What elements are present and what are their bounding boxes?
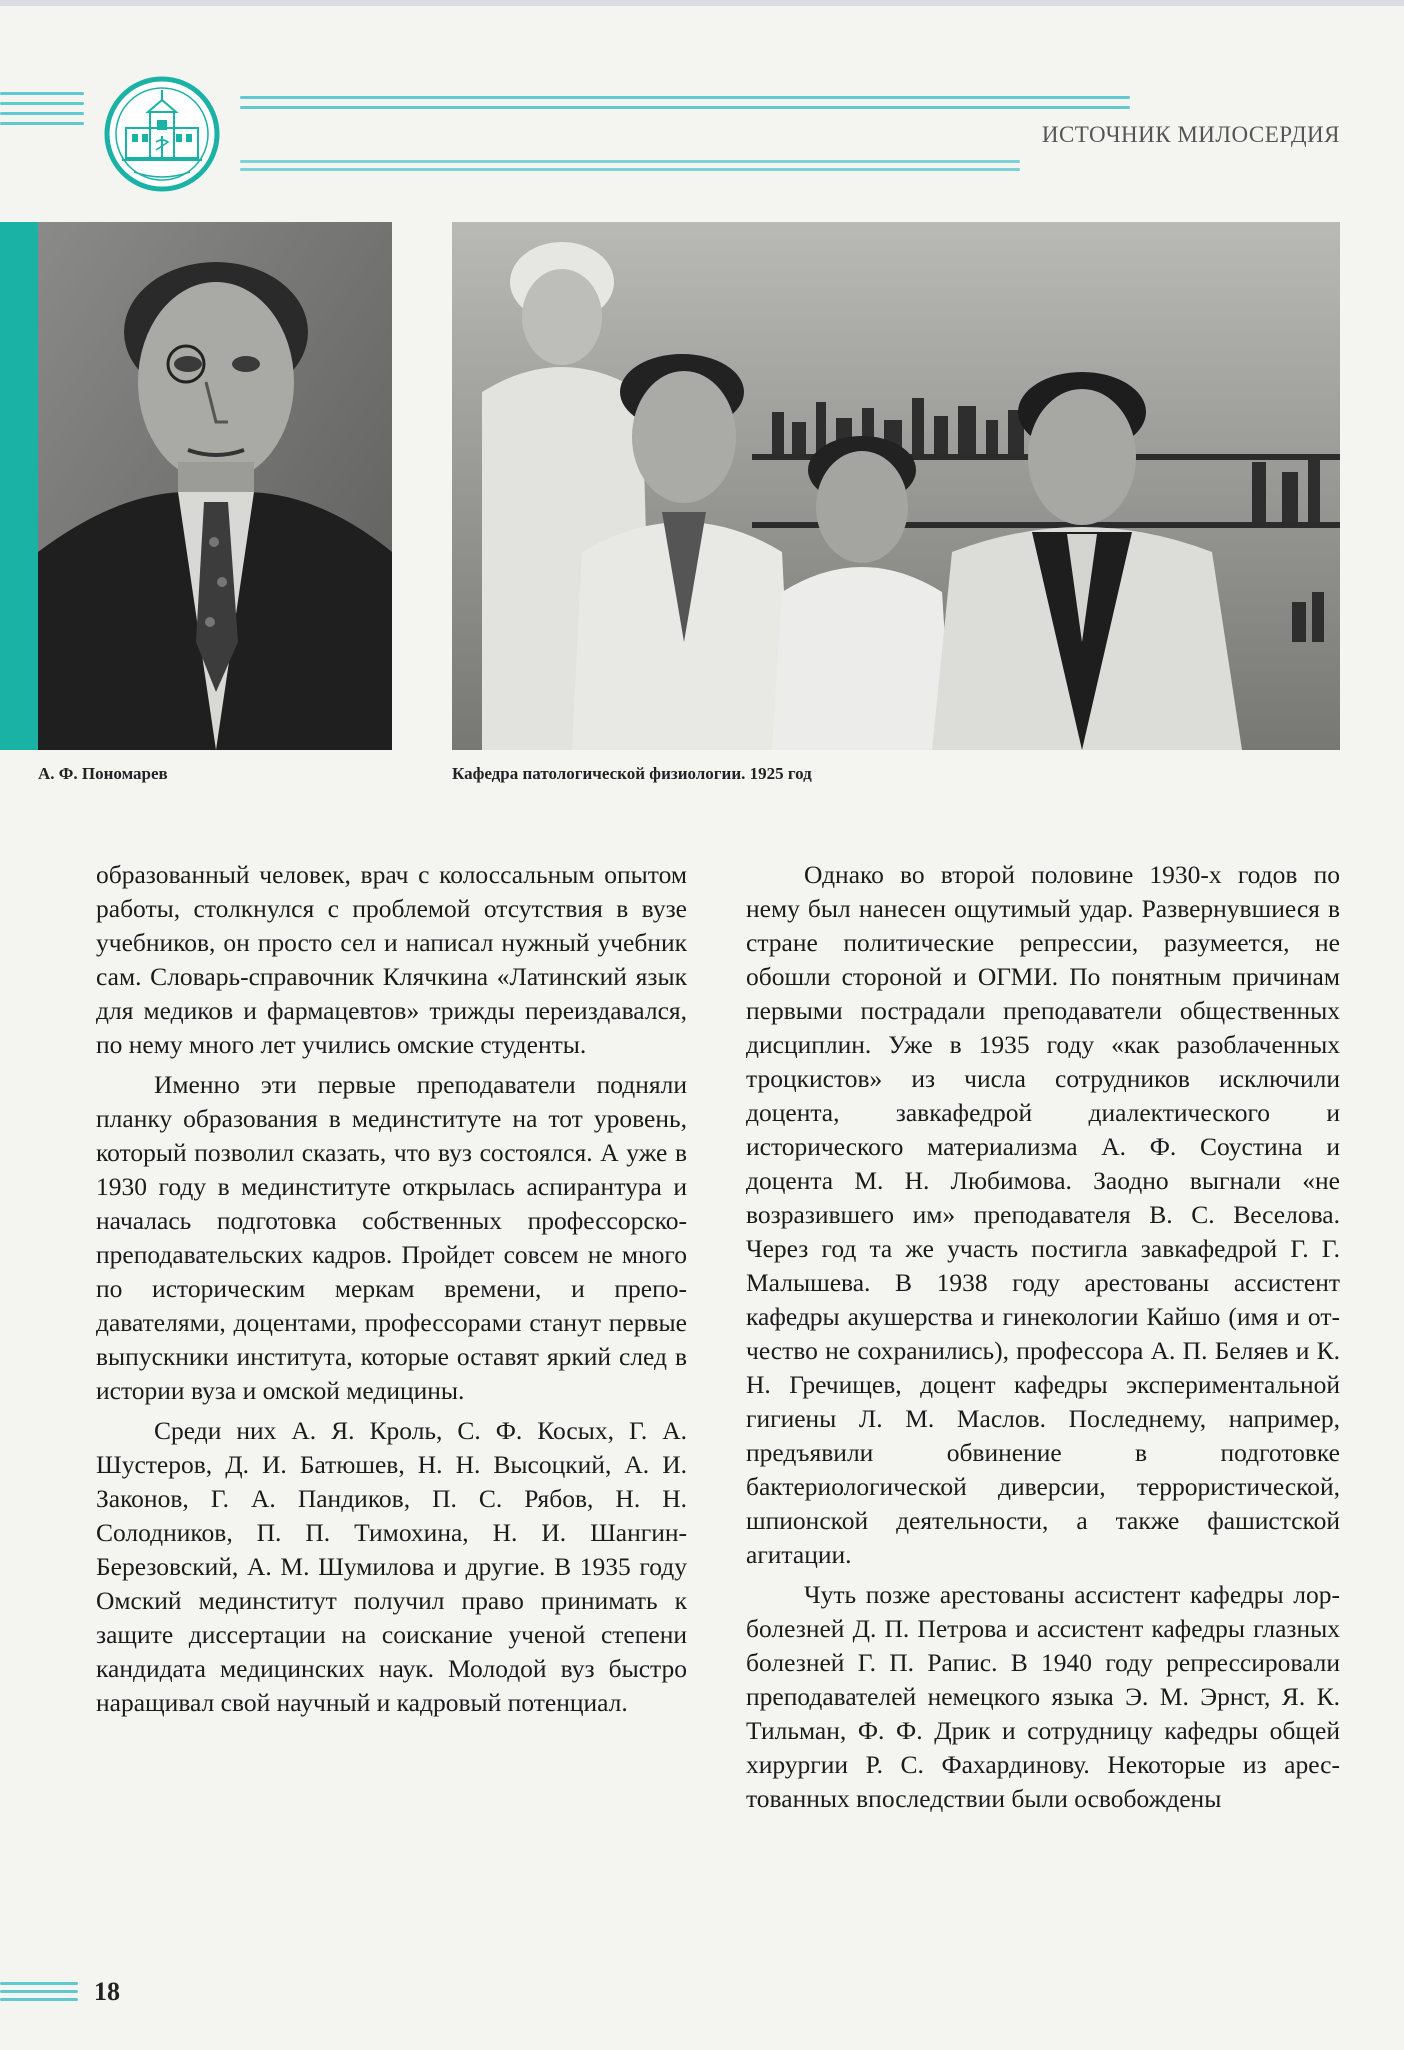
right-text-column xyxy=(746,858,1340,1816)
page-number: 18 xyxy=(94,1977,120,2006)
paragraph: образованный человек, врач с колоссальным опытом работы, столкнулся с проблемой отсутствия в вузе учебников, он просто сел и написал нужный учебник сам. Словарь-справочник Клячкина «Латинский язык для медиков и фармацевтов» трижды переиздавался, по нему много лет учились омские студенты. xyxy=(96,860,687,1059)
paragraph: Именно эти первые преподаватели подняли планку образования в мединституте на тот уровень, который позволил сказать, что вуз состоялся. А уже в 1930 году в мединституте открылась аспирантура и началась подготовка собственных профессорско-преподавательских кадров. Пройдет совсем не много по историческим меркам времени, и преподавателями, доцентами, профессорами станут первые выпускники института, которые оставят яркий след в истории вуза и омской медицины. xyxy=(96,1070,687,1405)
accent-bar xyxy=(0,222,38,750)
portrait-photo xyxy=(38,222,392,750)
running-title: ИСТОЧНИК МИЛОСЕРДИЯ xyxy=(1041,122,1340,147)
paragraph: Среди них А. Я. Кроль, С. Ф. Косых, Г. А. Шустеров, Д. И. Батюшев, Н. Н. Высоцкий, А. И. Законов, Г. А. Пандиков, П. С. Рябов, Н. Н. Солодников, П. П. Тимохина, Н. И. Шангин-Березовский, А. М. Шумилова и другие. В 1935 году Омский мединститут получил право принимать к защите диссертации на соискание ученой степени кандидата медицинских наук. Молодой вуз быстро наращивал свой научный и кадровый потенциал. xyxy=(96,1416,687,1717)
page-top-edge xyxy=(0,0,1404,6)
portrait-caption: А. Ф. Пономарев xyxy=(38,764,168,783)
group-photo-caption: Кафедра патологической физиологии. 1925 год xyxy=(452,764,812,783)
paragraph: Однако во второй половине 1930-х годов по нему был нанесен ощутимый удар. Развернувшиеся в стране политические репрессии, разумеется, не обошли стороной и ОГМИ. По понятным причинам первыми пострадали преподаватели общественных дисциплин. Уже в 1935 году «как разоблаченных троцкистов» из числа сотрудников исключили доцента, завкафедрой диалектического и исторического материализма А. Ф. Соустина и доцента М. Н. Любимова. Заодно выгнали «не возразившего им» преподавателя В. С. Веселова. Через год та же участь постигла завкафедрой Г. Г. Малышева. В 1938 году арестованы ассистент кафедры акушерства и гинекологии Кайшо (имя и отчество не сохранились), профессора А. П. Беляев и К. Н. Гречищев, доцент кафедры экспериментальной гигиены Л. М. Маслов. Последнему, например, предъявили обвинение в подготовке бактериологической диверсии, террористической, шпионской деятельности, а также фашистской агитации. xyxy=(746,860,1340,1569)
group-photo xyxy=(452,222,1340,750)
university-building-emblem-icon xyxy=(104,76,220,192)
paragraph: Чуть позже арестованы ассистент кафедры лор-болезней Д. П. Петрова и ассистент кафедры глазных болезней Г. П. Рапис. В 1940 году репрессировали преподавателей немецкого языка Э. М. Эрнст, Я. К. Тильман, Ф. Ф. Дрик и сотрудницу кафедры общей хирургии Р. С. Фахардинову. Некоторые из арестованных впоследствии были освобождены xyxy=(746,1580,1340,1813)
left-text-column xyxy=(96,858,687,1720)
